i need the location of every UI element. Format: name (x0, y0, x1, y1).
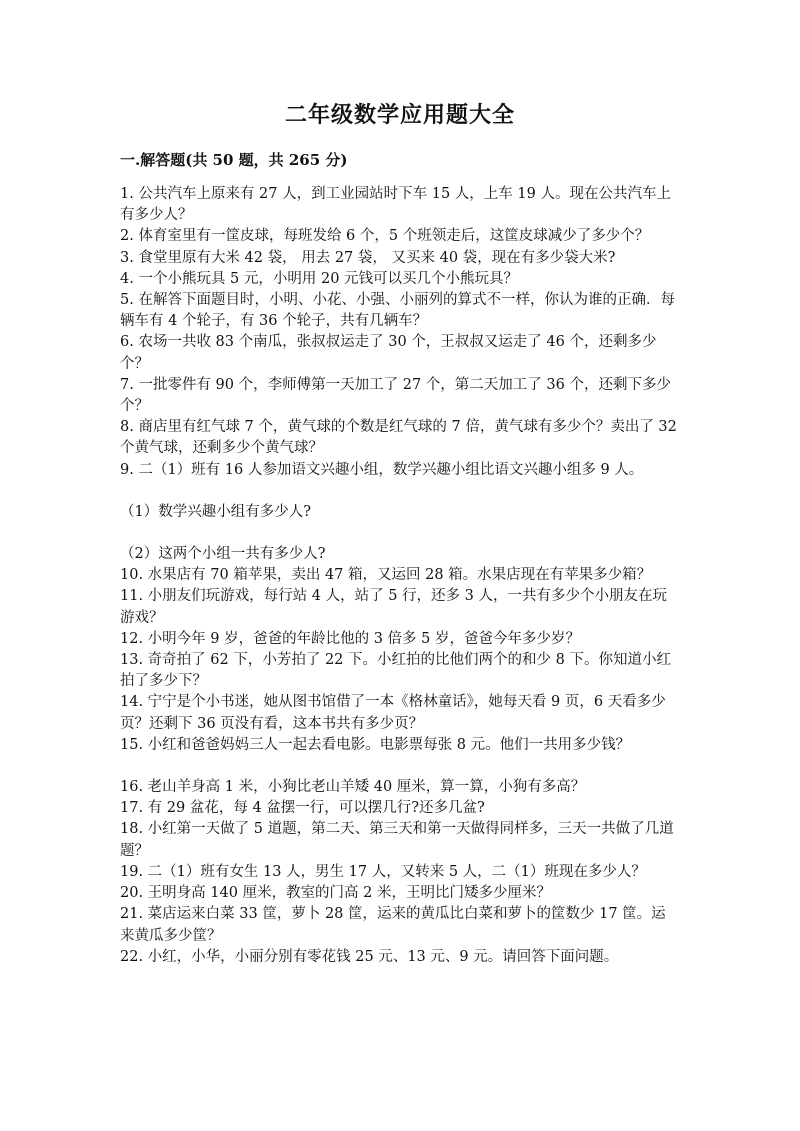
question-4: 4. 一个小熊玩具 5 元，小明用 20 元钱可以买几个小熊玩具？ (120, 270, 519, 287)
question-list (120, 184, 680, 968)
question-5: 5. 在解答下面题目时，小明、小花、小强、小丽列的算式不一样，你认为谁的正确．每辆车有 4 个轮子，有 36 个轮子，共有几辆车？ (120, 292, 675, 330)
question-3: 3. 食堂里原有大米 42 袋， 用去 27 袋， 又买来 40 袋，现在有多少袋大米? (120, 249, 616, 266)
question-6: 6. 农场一共收 83 个南瓜，张叔叔运走了 30 个，王叔叔又运走了 46 个，还剩多少个？ (120, 334, 657, 372)
question-17: 17. 有 29 盆花，每 4 盆摆一行，可以摆几行?还多几盆? (120, 800, 485, 817)
question-16: 16. 老山羊身高 1 米，小狗比老山羊矮 40 厘米，算一算，小狗有多高？ (120, 779, 586, 796)
question-11: 11. 小朋友们玩游戏，每行站 4 人，站了 5 行，还多 3 人，一共有多少个小朋友在玩游戏？ (120, 588, 667, 626)
question-2: 2. 体育室里有一筐皮球，每班发给 6 个，5 个班领走后，这筐皮球减少了多少个？ (120, 228, 650, 245)
document-page (120, 0, 680, 1131)
section-heading: 一.解答题(共 50 题，共 265 分) (120, 151, 348, 169)
question-21: 21. 菜店运来白菜 33 筐，萝卜 28 筐，运来的黄瓜比白菜和萝卜的筐数少 17 筐。运来黄瓜多少筐？ (120, 906, 666, 944)
question-15: 15. 小红和爸爸妈妈三人一起去看电影。电影票每张 8 元。他们一共用多少钱？ (120, 736, 631, 753)
question-9-sub-2: （2）这两个小组一共有多少人? (120, 546, 326, 563)
question-19: 19. 二（1）班有女生 13 人，男生 17 人，又转来 5 人，二（1）班现在多少人？ (120, 863, 646, 880)
question-8: 8. 商店里有红气球 7 个，黄气球的个数是红气球的 7 倍，黄气球有多少个？卖出了 32 个黄气球，还剩多少个黄气球？ (120, 419, 677, 457)
question-12: 12. 小明今年 9 岁，爸爸的年龄比他的 3 倍多 5 岁，爸爸今年多少岁？ (120, 630, 580, 647)
question-7: 7. 一批零件有 90 个，李师傅第一天加工了 27 个，第二天加工了 36 个，还剩下多少个？ (120, 376, 671, 415)
question-13: 13. 奇奇拍了 62 下，小芳拍了 22 下。小红拍的比他们两个的和少 8 下。你知道小红拍了多少下？ (120, 652, 671, 690)
question-20: 20. 王明身高 140 厘米，教室的门高 2 米，王明比门矮多少厘米？ (120, 885, 552, 902)
question-14: 14. 宁宁是个小书迷，她从图书馆借了一本《格林童话》，她每天看 9 页，6 天看多少页？还剩下 36 页没有看，这本书共有多少页？ (120, 694, 666, 732)
question-18: 18. 小红第一天做了 5 道题，第二天、第三天和第一天做得同样多，三天一共做了几道题？ (120, 821, 674, 859)
document-title: 二年级数学应用题大全 (284, 102, 515, 128)
question-1: 1. 公共汽车上原来有 27 人，到工业园站时下车 15 人，上车 19 人。现在公共汽车上有多少人？ (120, 186, 671, 224)
question-9-sub-1: （1）数学兴趣小组有多少人? (120, 503, 311, 520)
question-10: 10. 水果店有 70 箱苹果，卖出 47 箱，又运回 28 箱。水果店现在有苹果多少箱？ (120, 567, 652, 584)
question-9: 9. 二（1）班有 16 人参加语文兴趣小组，数学兴趣小组比语文兴趣小组多 9 人。 (120, 461, 644, 478)
question-22: 22. 小红，小华，小丽分别有零花钱 25 元、13 元、9 元。请回答下面问题。 (120, 948, 619, 965)
